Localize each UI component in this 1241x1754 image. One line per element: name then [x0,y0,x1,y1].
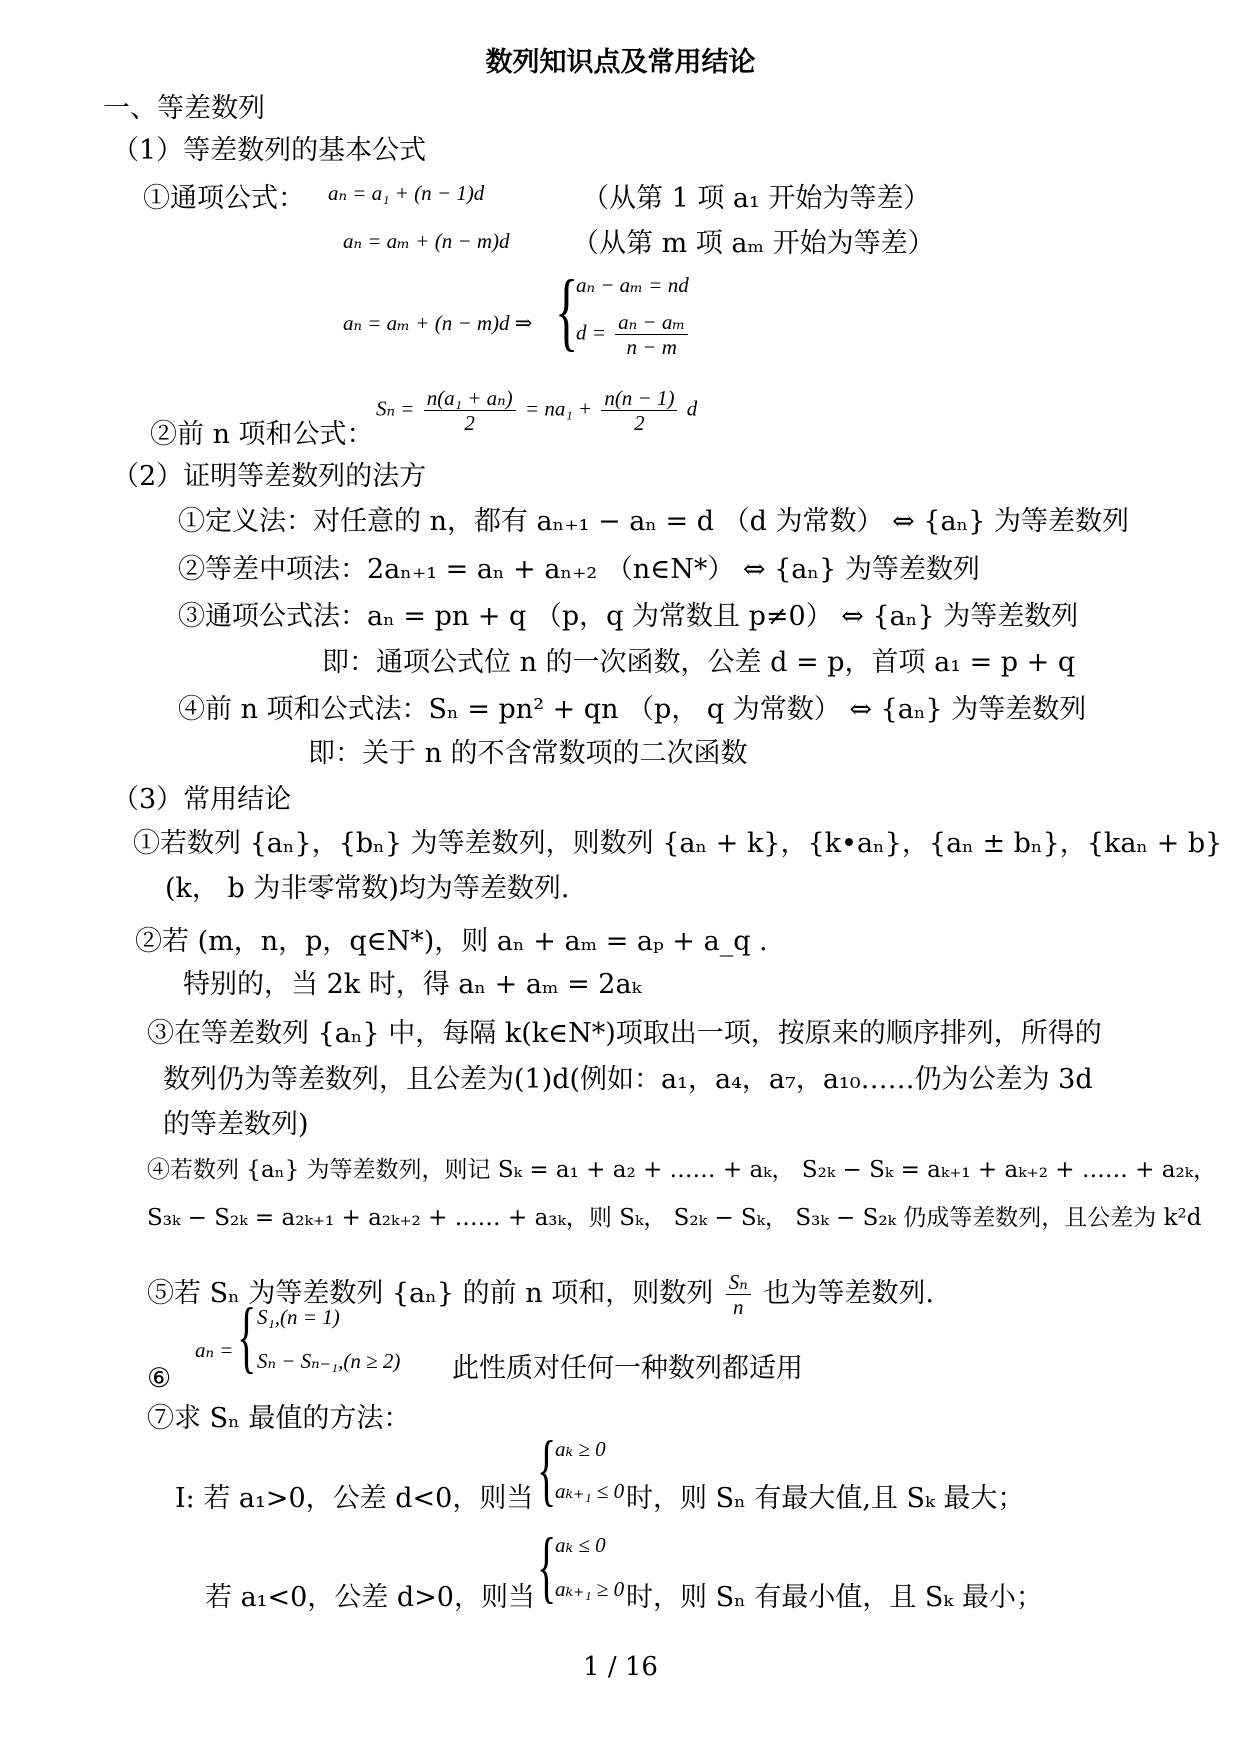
method-note: 即：通项公式位 n 的一次函数，公差 d = p，首项 a₁ = p + q [322,647,1076,678]
method-note: 即：关于 n 的不含常数项的二次函数 [308,738,748,769]
fraction: $\frac{\text{aₙ − aₘ}}{n - m}$ [615,310,688,359]
formula: aₙ = aₘ + (n − m)d [343,229,510,253]
section-heading: 一、等差数列 [103,93,265,124]
fraction: $\frac{n(n - 1)}{2}$ [601,386,677,435]
conclusion-line: ③在等差数列 {aₙ} 中，每隔 k(k∈N*)项取出一项，按原来的顺序排列，所得的 [147,1018,1102,1049]
left-brace: { [237,1293,257,1381]
conclusion-line: 时，则 Sₙ 有最大值,且 Sₖ 最大； [626,1483,1025,1514]
formula: aₖ ≥ 0 [555,1437,606,1461]
formula: Sₙ − Sₙ₋₁,(n ≥ 2) [257,1349,401,1373]
conclusion-line: ④若数列 {aₙ} 为等差数列，则记 Sₖ = a₁ + a₂ + …… + aₖ， S₂ₖ − Sₖ = aₖ₊₁ + aₖ₊₂ + …… + a₂ₖ， [147,1157,1217,1183]
formula-label: ①通项公式： [143,183,305,214]
conclusion-line: 若 a₁<0，公差 d>0，则当 [205,1582,535,1613]
formula: aₙ = aₘ + (n − m)d ⇒ [343,311,533,335]
left-brace: { [537,1426,557,1514]
formula: aₙ = [195,1338,234,1362]
conclusion-line: 的等差数列) [163,1109,309,1140]
conclusion-line: ⑤若 Sₙ 为等差数列 {aₙ} 的前 n 项和，则数列 $\frac{\text{Sₙ}}{n}$ 也为等差数列. [147,1270,934,1319]
conclusion-line: 数列仍为等差数列，且公差为(1)d(例如：a₁，a₄，a₇，a₁₀……仍为公差为 3d [163,1064,1093,1095]
fraction: $\frac{\text{n(a₁ + aₙ)}}{2}$ [424,386,516,435]
formula-note: （从第 1 项 a₁ 开始为等差） [582,183,931,214]
formula: aₙ = a₁ + (n − 1)d [328,181,485,205]
formula-note: （从第 m 项 aₘ 开始为等差） [572,228,935,259]
conclusion-line: ②若 (m，n，p，q∈N*)，则 aₙ + aₘ = aₚ + a_q . [135,926,768,957]
page-title: 数列知识点及常用结论 [485,47,756,78]
conclusion-line: S₃ₖ − S₂ₖ = a₂ₖ₊₁ + a₂ₖ₊₂ + …… + a₃ₖ，则 Sₖ， S₂ₖ − Sₖ， S₃ₖ − S₂ₖ 仍成等差数列，且公差为 k²d [147,1205,1202,1231]
item-label: ⑥ [147,1363,172,1394]
conclusion-line: 特别的，当 2k 时，得 aₙ + aₘ = 2aₖ [183,969,642,1000]
item-note: 此性质对任何一种数列都适用 [452,1353,803,1384]
subsection-heading: （3）常用结论 [112,784,292,815]
conclusion-line: I: 若 a₁>0，公差 d<0，则当 [175,1483,534,1514]
formula: Sₙ = $\frac{\text{n(a₁ + aₙ)}}{2}$ = na₁ + $\frac{n(n - 1)}{2}$ d [376,386,698,435]
method-line: ④前 n 项和公式法：Sₙ = pn² + qn （p， q 为常数） ⇔ {aₙ} 为等差数列 [178,694,1087,725]
conclusion-line: ①若数列 {aₙ}，{bₙ} 为等差数列，则数列 {aₙ + k}，{k•aₙ}，{aₙ ± bₙ}，{kaₙ + b} [133,828,1223,859]
formula: aₙ − aₘ = nd [576,273,689,297]
formula: aₖ₊₁ ≥ 0 [555,1577,625,1601]
conclusion-line: (k， b 为非零常数)均为等差数列. [165,873,570,904]
formula: S₁,(n = 1) [257,1305,340,1329]
formula: d = $\frac{\text{aₙ − aₘ}}{n - m}$ [576,310,692,359]
method-line: ③通项公式法：aₙ = pn + q （p，q 为常数且 p≠0） ⇔ {aₙ} 为等差数列 [178,601,1079,632]
formula: aₖ ≤ 0 [555,1533,606,1557]
fraction: $\frac{\text{Sₙ}}{n}$ [726,1270,751,1319]
formula: aₖ₊₁ ≤ 0 [555,1479,625,1503]
subsection-heading: （2）证明等差数列的法方 [112,461,427,492]
subsection-heading: （1）等差数列的基本公式 [112,135,427,166]
page-number: 1 / 16 [583,1652,658,1682]
conclusion-line: ⑦求 Sₙ 最值的方法： [147,1403,411,1434]
left-brace: { [537,1523,557,1611]
conclusion-line: 时，则 Sₙ 有最小值，且 Sₖ 最小； [626,1582,1043,1613]
method-line: ①定义法：对任意的 n，都有 aₙ₊₁ − aₙ = d （d 为常数） ⇔ {aₙ} 为等差数列 [178,506,1129,537]
left-brace: { [555,263,579,360]
method-line: ②等差中项法：2aₙ₊₁ = aₙ + aₙ₊₂ （n∈N*） ⇔ {aₙ} 为等差数列 [178,554,980,585]
formula-label: ②前 n 项和公式： [150,419,374,450]
